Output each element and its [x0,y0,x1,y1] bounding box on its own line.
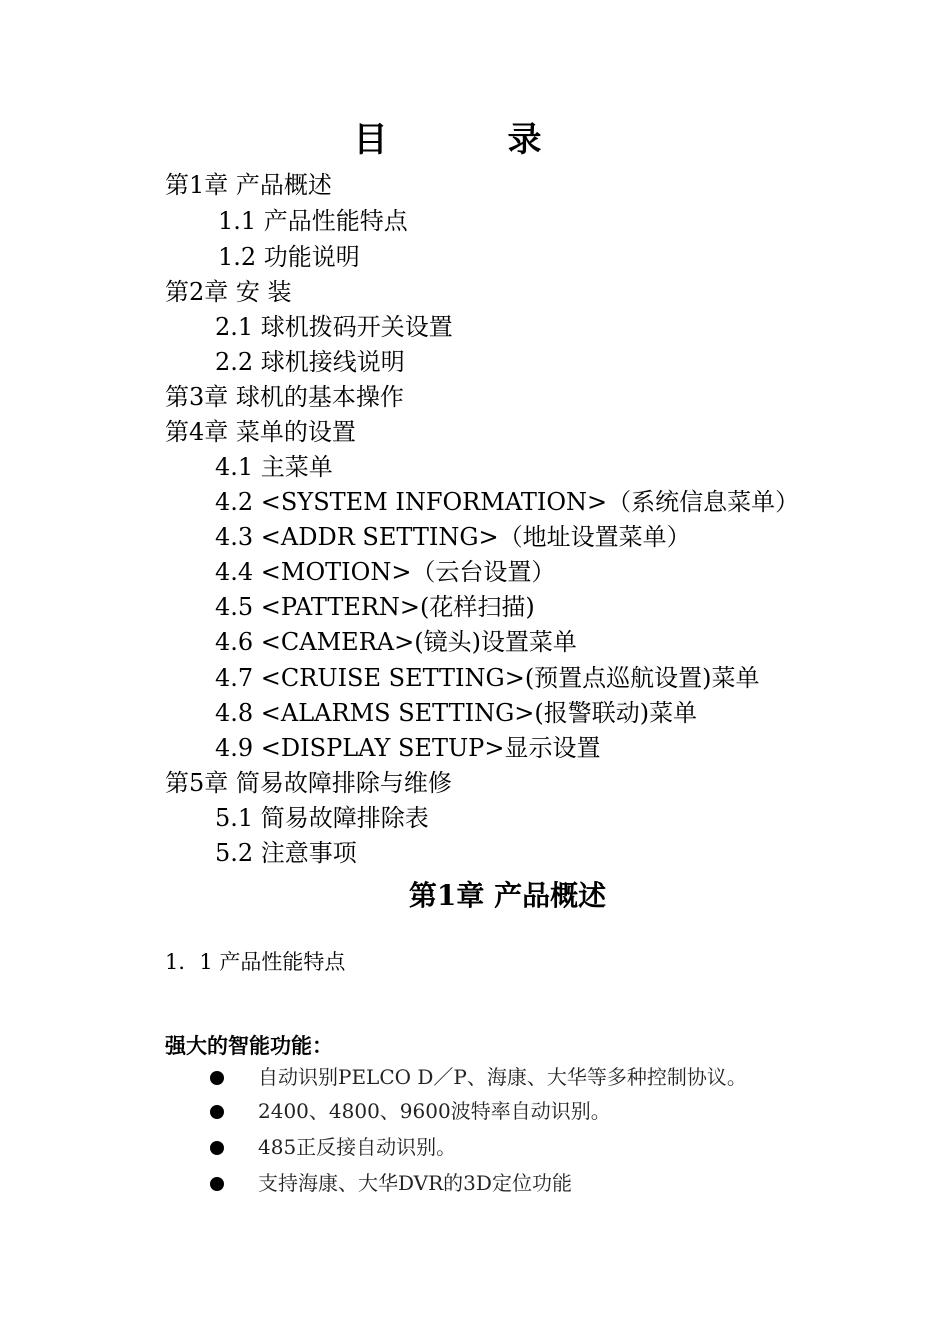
chapter-heading: 第1章 产品概述 [408,879,607,912]
toc-section-4-2[interactable]: 4.2 <SYSTEM INFORMATION>（系统信息菜单） [215,488,800,516]
toc-chapter-2[interactable]: 第2章 安 装 [165,278,292,306]
toc-chapter-1[interactable]: 第1章 产品概述 [165,171,332,199]
toc-section-4-6[interactable]: 4.6 <CAMERA>(镜头)设置菜单 [215,628,577,656]
feature-text: 2400、4800、9600波特率自动识别。 [258,1099,611,1123]
bullet-icon [210,1141,224,1155]
bullet-icon [210,1105,224,1119]
toc-section-4-8[interactable]: 4.8 <ALARMS SETTING>(报警联动)菜单 [215,699,698,727]
toc-chapter-4[interactable]: 第4章 菜单的设置 [165,418,356,446]
toc-section-4-9[interactable]: 4.9 <DISPLAY SETUP>显示设置 [215,734,601,762]
toc-section-4-4[interactable]: 4.4 <MOTION>（云台设置） [215,558,556,586]
bullet-icon [210,1177,224,1191]
toc-chapter-3[interactable]: 第3章 球机的基本操作 [165,383,404,411]
feature-text: 485正反接自动识别。 [258,1135,457,1159]
toc-section-4-3[interactable]: 4.3 <ADDR SETTING>（地址设置菜单） [215,523,691,551]
section-heading: 1．1 产品性能特点 [165,950,346,974]
feature-text: 自动识别PELCO D／P、海康、大华等多种控制协议。 [258,1065,747,1089]
toc-section-1-1[interactable]: 1.1 产品性能特点 [218,207,408,235]
bullet-icon [210,1071,224,1085]
toc-section-2-2[interactable]: 2.2 球机接线说明 [215,348,405,376]
feature-text: 支持海康、大华DVR的3D定位功能 [258,1171,572,1195]
toc-section-2-1[interactable]: 2.1 球机拨码开关设置 [215,313,453,341]
toc-section-4-5[interactable]: 4.5 <PATTERN>(花样扫描) [215,593,535,621]
toc-section-4-7[interactable]: 4.7 <CRUISE SETTING>(预置点巡航设置)菜单 [215,664,760,692]
toc-title: 目录 [353,120,662,160]
toc-section-5-1[interactable]: 5.1 简易故障排除表 [215,804,429,832]
toc-section-4-1[interactable]: 4.1 主菜单 [215,453,333,481]
features-heading: 强大的智能功能： [165,1033,333,1058]
toc-section-5-2[interactable]: 5.2 注意事项 [215,839,357,867]
toc-chapter-5[interactable]: 第5章 简易故障排除与维修 [165,769,452,797]
toc-section-1-2[interactable]: 1.2 功能说明 [218,243,360,271]
